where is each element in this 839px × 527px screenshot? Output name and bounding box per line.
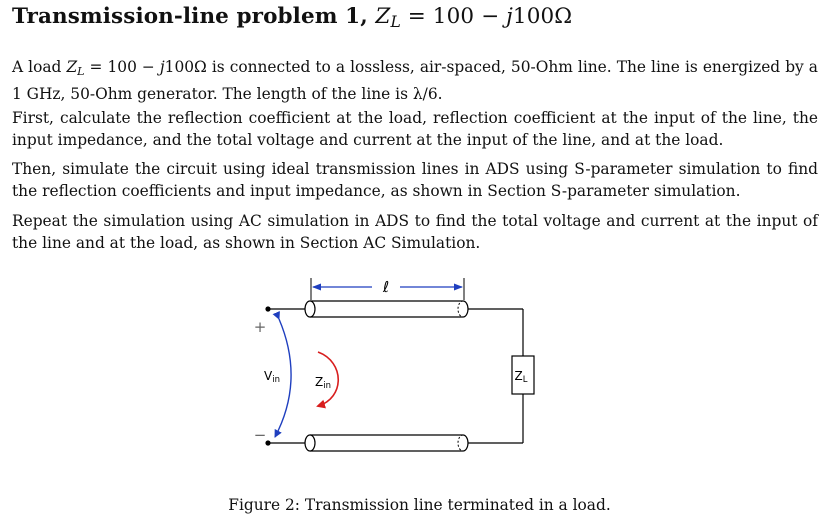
paragraph-load-description [12, 56, 818, 105]
paragraph-sparameter-task: Then, simulate the circuit using ideal transmission lines in ADS using S-parameter simulation to find the reflection coefficients and input impedance, as shown in Section S-parameter simulation. [12, 160, 818, 200]
top-coax-right-hidden [458, 301, 463, 317]
title-value: 100Ω [512, 4, 573, 29]
paragraph-ac-task: Repeat the simulation using AC simulation in ADS to find the total voltage and current at the input of the line and at the load, as shown in Section AC Simulation. [12, 212, 818, 252]
top-coax-left-end [305, 301, 315, 317]
vin-symbol: V [264, 369, 273, 383]
paragraph-calculation-task: First, calculate the reflection coefficient at the load, reflection coefficient at the input of the line, the input impedance, and the total voltage and current at the input of the line, and at the load. [12, 109, 818, 149]
bottom-coax-body [310, 435, 463, 451]
p1-equation: = 100 − [84, 58, 160, 76]
bottom-coax-line [265, 435, 523, 451]
title-z-sub: L [390, 12, 401, 31]
top-input-terminal [265, 306, 270, 311]
title-z-symbol: Z [375, 4, 391, 29]
top-coax-right-end [463, 301, 468, 317]
p1-z-symbol: Z [66, 58, 78, 76]
p1-z-sub: L [77, 64, 85, 78]
zin-subscript: in [323, 381, 331, 391]
zl-subscript: L [522, 375, 528, 385]
bottom-coax-right-hidden [458, 435, 463, 451]
p1-j: j [159, 58, 165, 76]
top-coax-line [265, 301, 523, 317]
minus-sign: − [253, 426, 267, 444]
p1-after: 100Ω is connected to a lossless, air-spaced, 50-Ohm line. The line is energized by a 1 GHz, 50-Ohm generator. The length of the line is λ/6. [12, 58, 818, 103]
title-prefix: Transmission-line problem 1, [12, 4, 376, 29]
p1-math [66, 58, 164, 76]
vin-subscript: in [272, 375, 280, 385]
zin-symbol: Z [315, 375, 324, 389]
zin-label [315, 375, 331, 391]
plus-sign: + [253, 318, 267, 336]
title-equation: = 100 − [400, 4, 507, 29]
top-coax-body [310, 301, 463, 317]
length-label: ℓ [382, 278, 390, 296]
figure-caption: Figure 2: Transmission line terminated in a load. [228, 496, 611, 514]
bottom-coax-left-end [305, 435, 315, 451]
title-math [375, 4, 572, 29]
title-j: j [506, 4, 513, 29]
p1-before: A load [12, 58, 67, 76]
transmission-line-diagram [0, 270, 839, 492]
problem-title [12, 4, 572, 31]
length-dimension [311, 278, 464, 300]
bottom-coax-right-end [463, 435, 468, 451]
vin-label [264, 369, 280, 385]
zl-symbol: Z [514, 369, 523, 383]
